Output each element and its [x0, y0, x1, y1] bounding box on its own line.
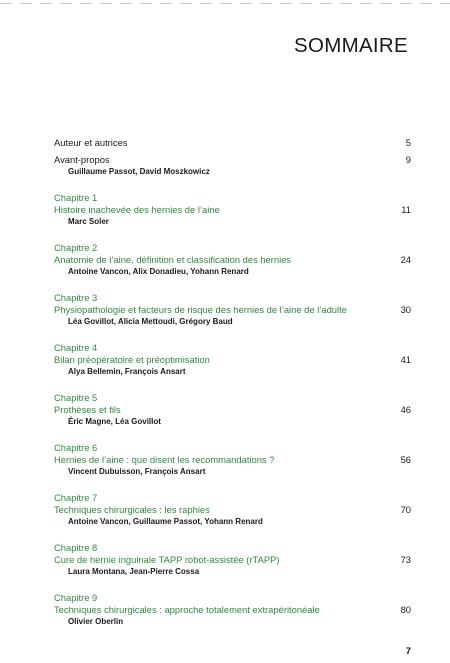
entry-authors: Éric Magne, Léa Govillot [68, 417, 161, 426]
toc-entry-chapitre-2[interactable] [54, 242, 411, 277]
entry-authors: Antoine Vancon, Guillaume Passot, Yohann Renard [68, 517, 263, 526]
entry-authors: Alya Bellemin, François Ansart [68, 367, 186, 376]
entry-title: Anatomie de l’aine, définition et classification des hernies [54, 254, 292, 265]
entry-page: 70 [400, 504, 411, 515]
entry-page: 11 [401, 204, 411, 215]
entry-page: 5 [405, 137, 411, 148]
entry-title: Hernies de l’aine : que disent les recommandations ? [54, 454, 275, 465]
entry-authors: Laura Montana, Jean-Pierre Cossa [68, 567, 200, 576]
entry-title: Techniques chirurgicales : approche totalement extrapéritonéale [54, 604, 320, 615]
entry-page: 41 [400, 354, 411, 365]
entry-page: 24 [400, 254, 411, 265]
entry-page: 30 [400, 304, 411, 315]
toc-entry-chapitre-8[interactable] [54, 542, 411, 577]
chapter-label: Chapitre 2 [54, 242, 98, 253]
toc-entry-chapitre-6[interactable] [54, 442, 411, 477]
toc-entry-chapitre-1[interactable] [54, 192, 411, 227]
table-of-contents [54, 137, 411, 627]
top-dashed-rule [0, 0, 450, 6]
chapter-label: Chapitre 4 [54, 342, 98, 353]
entry-authors: Marc Soler [68, 217, 109, 226]
toc-entry-chapitre-3[interactable] [54, 292, 411, 327]
toc-entry-auteurs[interactable] [54, 137, 411, 149]
entry-authors: Léa Govillot, Alicia Mettoudi, Grégory Baud [68, 317, 233, 326]
entry-title: Physiopathologie et facteurs de risque des hernies de l’aine de l’adulte [54, 304, 347, 315]
toc-entry-chapitre-9[interactable] [54, 592, 411, 627]
entry-page: 73 [400, 554, 411, 565]
page-title: SOMMAIRE [293, 34, 408, 57]
chapter-label: Chapitre 5 [54, 392, 98, 403]
toc-entry-avant-propos[interactable] [54, 154, 411, 177]
toc-entry-chapitre-4[interactable] [54, 342, 411, 377]
entry-title: Auteur et autrices [54, 137, 128, 148]
entry-title: Avant-propos [54, 154, 110, 165]
chapter-label: Chapitre 7 [54, 492, 98, 503]
entry-authors: Olivier Oberlin [68, 617, 124, 626]
entry-title: Histoire inachevée des hernies de l’aine [54, 204, 220, 215]
page-number: 7 [405, 646, 411, 657]
entry-page: 9 [405, 154, 411, 165]
entry-title: Techniques chirurgicales : les raphies [54, 504, 210, 515]
entry-title: Cure de hernie inguinale TAPP robot-assistée (rTAPP) [54, 554, 280, 565]
entry-title: Bilan préopératoire et préoptimisation [54, 354, 210, 365]
chapter-label: Chapitre 1 [54, 192, 98, 203]
entry-page: 56 [400, 454, 411, 465]
chapter-label: Chapitre 8 [54, 542, 98, 553]
entry-title: Prothèses et fils [54, 404, 121, 415]
chapter-label: Chapitre 3 [54, 292, 98, 303]
chapter-label: Chapitre 9 [54, 592, 98, 603]
entry-page: 46 [400, 404, 411, 415]
chapter-label: Chapitre 6 [54, 442, 98, 453]
toc-entry-chapitre-7[interactable] [54, 492, 411, 527]
entry-authors: Vincent Dubuisson, François Ansart [68, 467, 206, 476]
entry-authors: Guillaume Passot, David Moszkowicz [68, 167, 210, 176]
toc-entry-chapitre-5[interactable] [54, 392, 411, 427]
entry-page: 80 [400, 604, 411, 615]
entry-authors: Antoine Vancon, Alix Donadieu, Yohann Renard [68, 267, 249, 276]
